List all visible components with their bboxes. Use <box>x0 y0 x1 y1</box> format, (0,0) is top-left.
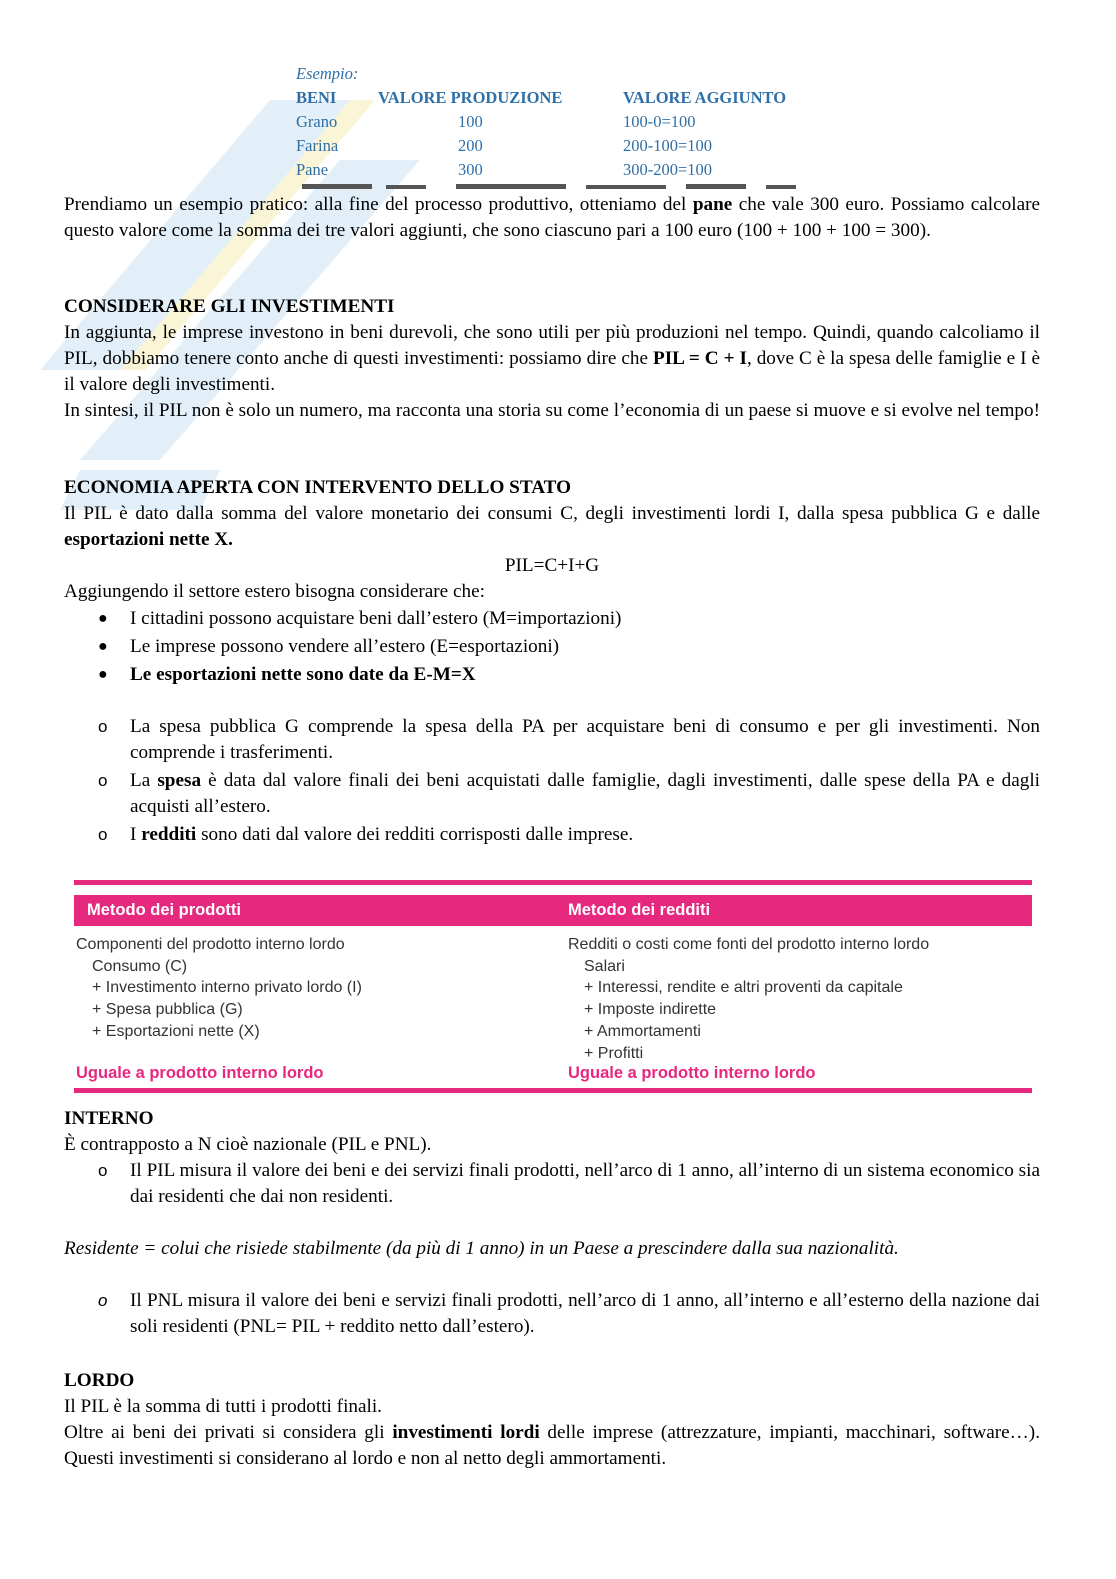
example-header-cell: BENI <box>296 88 337 107</box>
circle-bullet-icon: o <box>98 825 108 844</box>
table-line: + Imposte indirette <box>584 1001 717 1019</box>
right-column <box>568 934 929 1064</box>
section-heading: LORDO <box>64 1370 135 1391</box>
circle-bullet-icon: o <box>98 1161 108 1180</box>
table-line: Componenti del prodotto interno lordo <box>76 936 345 953</box>
bold-span: redditi <box>141 824 197 845</box>
paragraph <box>64 501 1040 553</box>
text-span: è data dal valore finali dei beni acquistati dalle famiglie, dagli investimenti, dalle spese della PA e dagli acquisti all’estero. <box>130 770 1040 817</box>
lordo-section <box>64 1368 1040 1472</box>
example-cell: 300-200=100 <box>623 160 713 179</box>
text-span: In aggiunta, le imprese investono in beni durevoli, che sono utili per più produzioni nel tempo. Quindi, quando calcoliamo il PIL, dobbiamo tenere conto anche di questi investimenti: possiamo dire che <box>64 322 1040 369</box>
list-item <box>64 634 1040 660</box>
cropped-text-line <box>296 181 816 190</box>
table-line: Redditi o costi come fonti del prodotto interno lordo <box>568 936 930 953</box>
paragraph: È contrapposto a N cioè nazionale (PIL e PNL). <box>64 1134 432 1155</box>
text-span: che vale 300 euro. Possiamo calcolare questo valore come la somma dei tre valori aggiunti, che sono ciascuno pari a 100 euro (100 + 100 + 100 = 300). <box>64 194 1040 241</box>
residente-definition: Residente = colui che risiede stabilmente (da più di 1 anno) in un Paese a prescindere dalla sua nazionalità. <box>64 1238 899 1259</box>
example-cell: 300 <box>458 160 483 179</box>
table-line: + Ammortamenti <box>584 1022 701 1040</box>
example-header-cell: VALORE AGGIUNTO <box>623 88 787 107</box>
circle-bullet-icon: o <box>98 717 108 736</box>
left-column-title: Metodo dei prodotti <box>87 901 241 919</box>
section-heading: ECONOMIA APERTA CON INTERVENTO DELLO STATO <box>64 477 572 498</box>
list-item-text: Le esportazioni nette sono date da E-M=X <box>130 664 476 685</box>
list-item-text: I cittadini possono acquistare beni dall’estero (M=importazioni) <box>130 608 622 629</box>
circle-bullet-icon: o <box>98 1291 108 1310</box>
list-item <box>64 662 1040 688</box>
list-item-text: Il PNL misura il valore dei beni e servizi finali prodotti, nell’arco di 1 anno, all’interno e all’esterno della nazione dai soli residenti (PNL= PIL + reddito netto dall’estero). <box>130 1290 1040 1337</box>
bullet-icon: ● <box>98 666 108 683</box>
intro-section <box>64 192 1040 244</box>
bold-span: PIL = C + I <box>652 348 747 369</box>
investimenti-section <box>64 294 1040 424</box>
circle-list <box>64 714 1040 848</box>
table-line: + Interessi, rendite e altri proventi da capitale <box>584 979 903 997</box>
intro-paragraph <box>64 192 1040 244</box>
bold-span: esportazioni nette X. <box>64 529 233 550</box>
bullet-icon: ● <box>98 610 108 627</box>
table-line: + Esportazioni nette (X) <box>92 1022 260 1040</box>
bold-span: investimenti lordi <box>392 1422 540 1443</box>
text-span: delle imprese (attrezzature, impianti, macchinari, software…). Questi investimenti si considerano al lordo e non al netto degli ammortamenti. <box>64 1422 1040 1469</box>
table-line: + Investimento interno privato lordo (I) <box>92 979 362 997</box>
example-cell: Pane <box>296 160 329 179</box>
right-column-footer: Uguale a prodotto interno lordo <box>568 1064 816 1082</box>
section-heading: CONSIDERARE GLI INVESTIMENTI <box>64 296 395 317</box>
text-span: , dove C è la spesa delle famiglie e I è il valore degli investimenti. <box>64 348 1040 395</box>
left-column-footer: Uguale a prodotto interno lordo <box>76 1064 324 1082</box>
text-span: I <box>130 824 142 845</box>
example-cell: 200 <box>458 136 483 155</box>
example-cell: 100 <box>458 112 483 131</box>
methods-table <box>74 880 1032 1094</box>
example-cell: 100-0=100 <box>623 112 696 131</box>
formula: PIL=C+I+G <box>504 555 600 576</box>
text-span: La <box>130 770 158 791</box>
table-line: + Profitti <box>584 1044 644 1062</box>
bold-span: spesa <box>157 770 202 791</box>
example-label: Esempio: <box>296 64 359 83</box>
circle-list <box>64 1158 1040 1210</box>
left-column <box>76 934 362 1043</box>
list-item-text: Le imprese possono vendere all’estero (E=esportazioni) <box>130 636 560 657</box>
list-item-text: Il PIL misura il valore dei beni e dei servizi finali prodotti, nell’arco di 1 anno, all’interno di un sistema economico sia dai residenti che dai non residenti. <box>130 1160 1040 1207</box>
table-top-rule <box>74 880 1032 885</box>
table-line: Salari <box>584 957 625 975</box>
example-header-row <box>296 88 856 110</box>
example-table <box>296 62 856 190</box>
example-cell: Grano <box>296 112 338 131</box>
text-span: Prendiamo un esempio pratico: alla fine del processo produttivo, otteniamo del <box>64 194 693 215</box>
right-column-title: Metodo dei redditi <box>568 901 711 919</box>
list-item <box>64 822 1040 848</box>
table-line: Consumo (C) <box>92 957 188 975</box>
list-item-text: La spesa pubblica G comprende la spesa della PA per acquistare beni di consumo e per gli investimenti. Non comprende i trasferimenti. <box>130 716 1040 763</box>
text-span: Il PIL è dato dalla somma del valore monetario dei consumi C, degli investimenti lordi I, dalla spesa pubblica G e dalle <box>64 503 1040 524</box>
list-item <box>64 1288 1040 1340</box>
circle-bullet-icon: o <box>98 771 108 790</box>
list-item <box>64 1158 1040 1210</box>
list-item <box>64 714 1040 766</box>
list-item <box>64 768 1040 820</box>
paragraph: In sintesi, il PIL non è solo un numero, ma racconta una storia su come l’economia di un paese si muove e si evolve nel tempo! <box>64 400 1041 421</box>
section-heading: INTERNO <box>64 1108 154 1129</box>
table-line: + Spesa pubblica (G) <box>92 1001 243 1019</box>
bullet-icon: ● <box>98 638 108 655</box>
example-row <box>296 112 856 134</box>
example-row <box>296 160 856 182</box>
circle-list <box>64 1288 1040 1340</box>
economia-section <box>64 475 1040 848</box>
example-cell: Farina <box>296 136 339 155</box>
text-span: sono dati dal valore dei redditi corrisposti dalle imprese. <box>196 824 634 845</box>
table-header-bar <box>74 895 1032 926</box>
interno-section <box>64 1106 1040 1340</box>
paragraph: Il PIL è la somma di tutti i prodotti finali. <box>64 1396 382 1417</box>
example-row <box>296 136 856 158</box>
paragraph <box>64 1420 1040 1472</box>
example-cell: 200-100=100 <box>623 136 713 155</box>
list-item <box>64 606 1040 632</box>
paragraph <box>64 320 1040 398</box>
bullet-list <box>64 606 1040 688</box>
table-bottom-rule <box>74 1088 1032 1093</box>
bold-span: pane <box>692 194 733 215</box>
text-span: Oltre ai beni dei privati si considera gli <box>64 1422 393 1443</box>
example-header-cell: VALORE PRODUZIONE <box>378 88 563 107</box>
paragraph: Aggiungendo il settore estero bisogna considerare che: <box>64 581 485 602</box>
